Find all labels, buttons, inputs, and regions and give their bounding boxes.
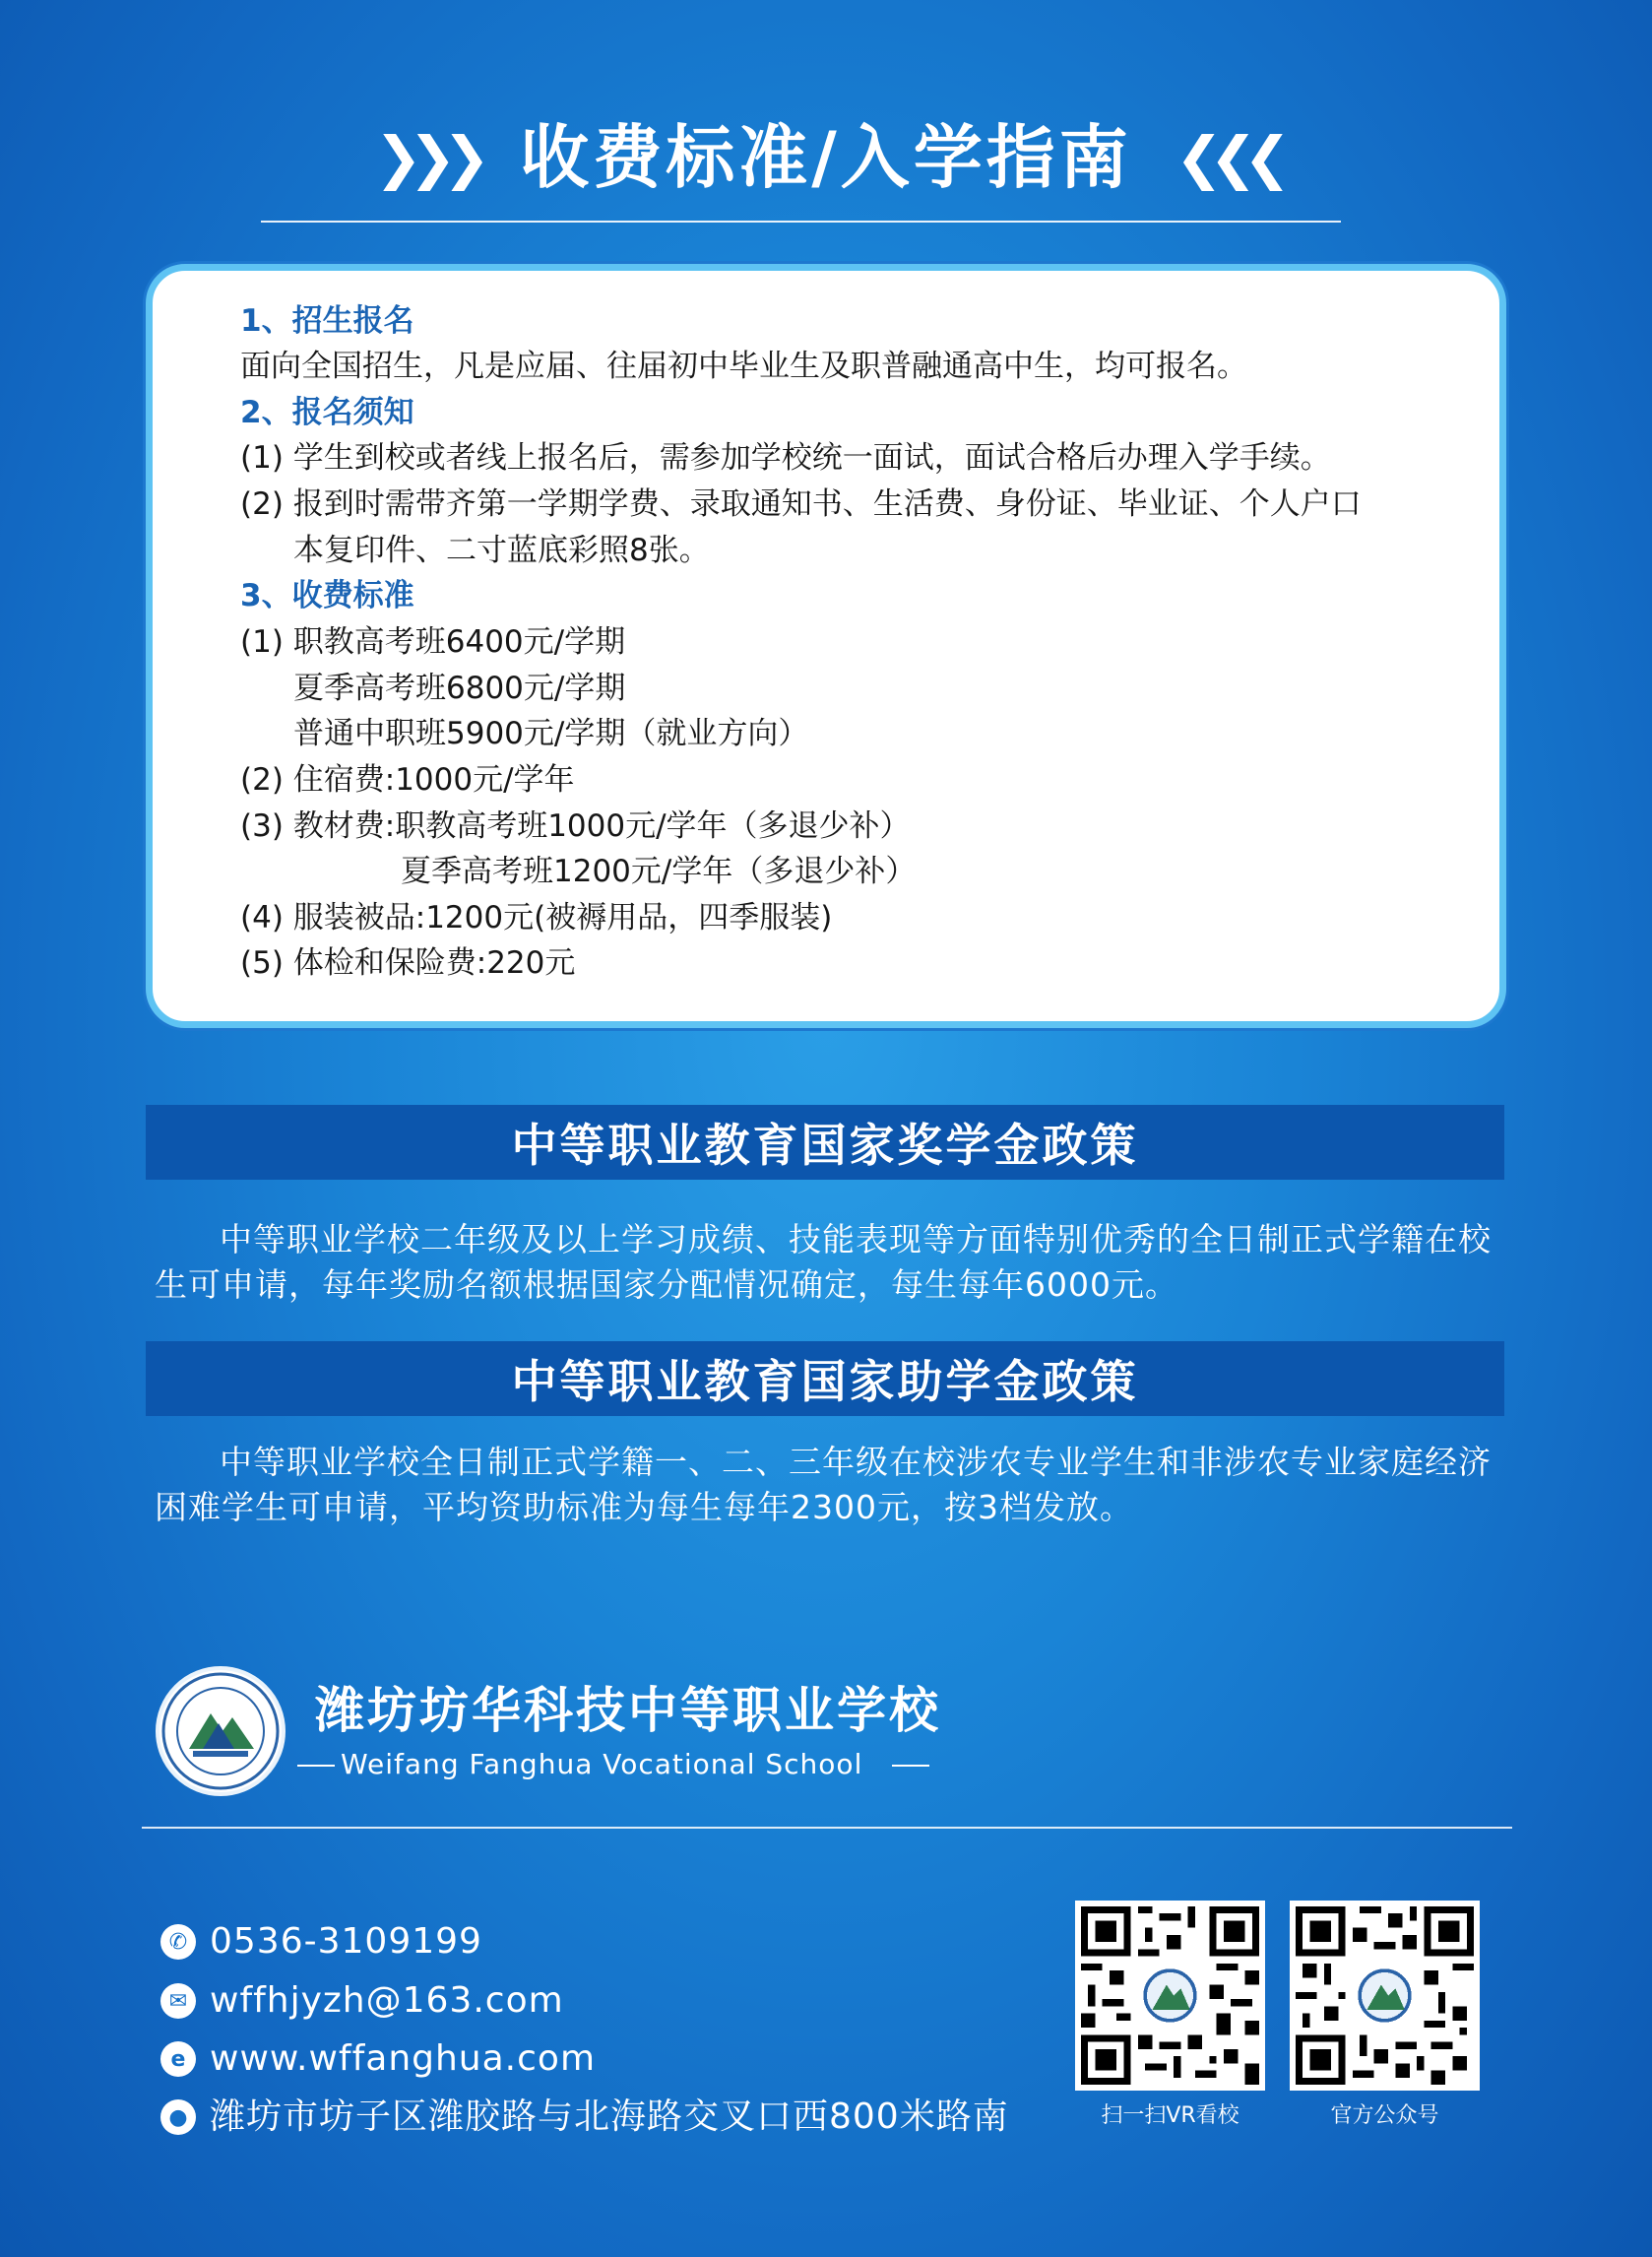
address-text: 潍坊市坊子区潍胶路与北海路交叉口西800米路南 xyxy=(210,2096,1009,2137)
title-divider xyxy=(261,221,1341,223)
phone-number: 0536-3109199 xyxy=(210,1921,482,1962)
section-heading-fees: 3、收费标准 xyxy=(240,578,414,613)
qr-code-vr-tour xyxy=(1075,1901,1265,2091)
page-title: 收费标准/入学指南 xyxy=(520,117,1132,198)
location-pin-icon: ● xyxy=(160,2099,196,2135)
grant-heading: 中等职业教育国家助学金政策 xyxy=(146,1341,1504,1416)
email-address: wffhjyzh@163.com xyxy=(210,1980,564,2021)
double-chevron-right-icon: ❯❯❯ xyxy=(374,124,477,191)
qr-caption-wechat: 官方公众号 xyxy=(1330,2103,1439,2128)
section-heading-enrollment: 1、招生报名 xyxy=(240,303,414,339)
phone-icon: ✆ xyxy=(160,1924,196,1960)
fee-item-textbook-2: 夏季高考班1200元/学年（多退少补） xyxy=(401,854,917,889)
fee-item-tuition-2: 夏季高考班6800元/学期 xyxy=(293,671,626,706)
contact-website[interactable] xyxy=(160,2039,596,2079)
website-url: www.wffanghua.com xyxy=(210,2038,597,2079)
fee-item-insurance: (5) 体检和保险费:220元 xyxy=(240,945,576,981)
grant-text: 中等职业学校全日制正式学籍一、二、三年级在校涉农专业学生和非涉农专业家庭经济困难学生可申请，平均资助标准为每生每年2300元，按3档发放。 xyxy=(155,1443,1492,1526)
page-header xyxy=(0,116,1652,199)
fee-item-uniform: (4) 服装被品:1200元(被褥用品，四季服装) xyxy=(240,900,833,935)
fee-item-textbook-1: (3) 教材费:职教高考班1000元/学年（多退少补） xyxy=(240,808,911,844)
contact-email[interactable] xyxy=(160,1981,564,2021)
footer-divider xyxy=(142,1827,1512,1829)
qr-code-wechat xyxy=(1290,1901,1480,2091)
qr-caption-vr: 扫一扫VR看校 xyxy=(1101,2103,1239,2128)
admission-info-card xyxy=(146,264,1506,1028)
contact-address xyxy=(160,2097,1009,2137)
scholarship-heading: 中等职业教育国家奖学金政策 xyxy=(146,1105,1504,1180)
notice-item-2-cont: 本复印件、二寸蓝底彩照8张。 xyxy=(293,533,710,568)
scholarship-text: 中等职业学校二年级及以上学习成绩、技能表现等方面特别优秀的全日制正式学籍在校生可申请，每年奖励名额根据国家分配情况确定，每生每年6000元。 xyxy=(155,1220,1492,1304)
contact-phone[interactable] xyxy=(160,1922,482,1962)
mail-icon: ✉ xyxy=(160,1983,196,2019)
notice-item-2: (2) 报到时需带齐第一学期学费、录取通知书、生活费、身份证、毕业证、个人户口 xyxy=(240,486,1362,522)
en-name-left-dash xyxy=(297,1765,335,1767)
fee-item-tuition-1: (1) 职教高考班6400元/学期 xyxy=(240,624,626,660)
notice-item-1: (1) 学生到校或者线上报名后，需参加学校统一面试，面试合格后办理入学手续。 xyxy=(240,440,1331,476)
school-name: 潍坊坊华科技中等职业学校 xyxy=(315,1682,941,1739)
enrollment-text: 面向全国招生，凡是应届、往届初中毕业生及职普融通高中生，均可报名。 xyxy=(240,349,1247,384)
en-name-right-dash xyxy=(892,1765,929,1767)
school-logo xyxy=(156,1666,286,1796)
globe-icon: e xyxy=(160,2041,196,2077)
section-heading-notice: 2、报名须知 xyxy=(240,395,414,430)
fee-item-tuition-3: 普通中职班5900元/学期（就业方向） xyxy=(293,716,809,751)
fee-item-dorm: (2) 住宿费:1000元/学年 xyxy=(240,762,575,798)
double-chevron-left-icon: ❮❮❮ xyxy=(1175,124,1278,191)
school-name-english: Weifang Fanghua Vocational School xyxy=(341,1748,863,1780)
